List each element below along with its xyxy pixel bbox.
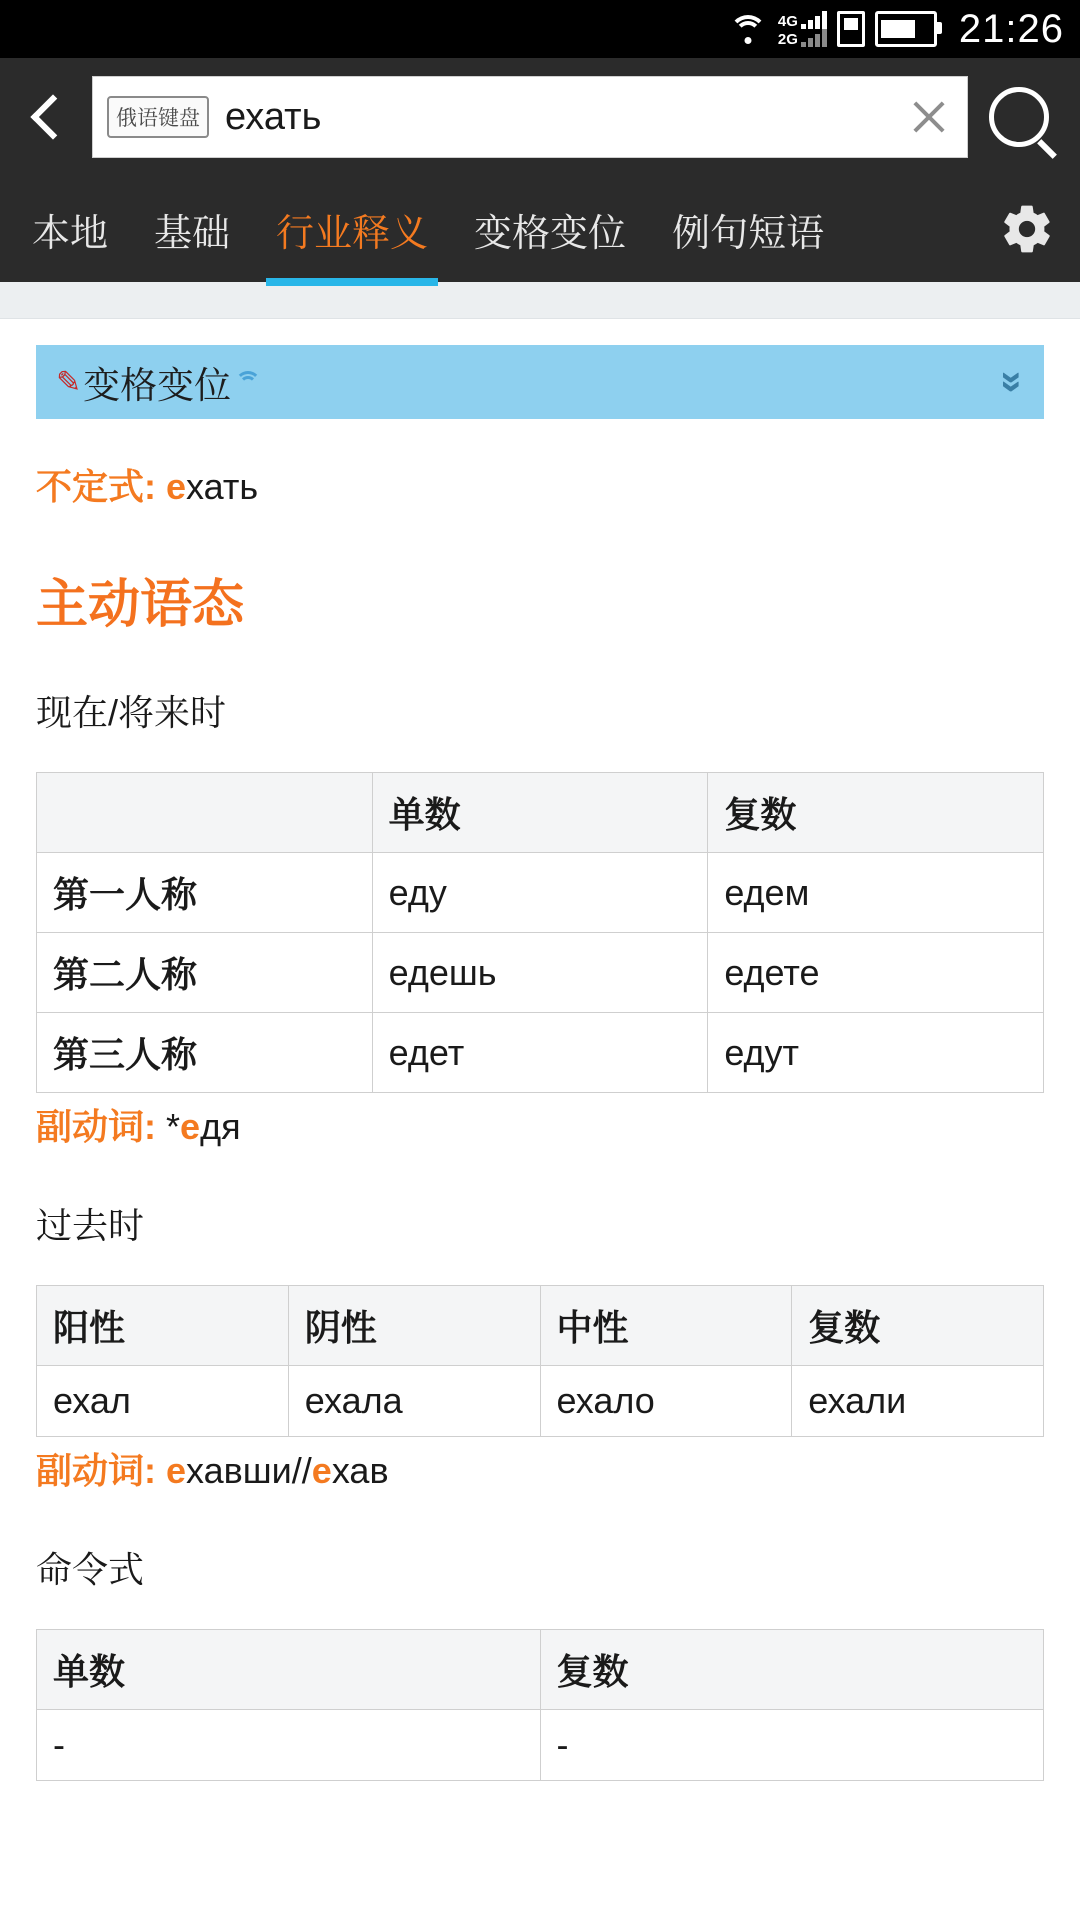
past-tense-table	[36, 1285, 1044, 1437]
table-row	[37, 933, 1044, 1013]
form-rest: хало	[575, 1380, 655, 1421]
form-rest: ду	[407, 871, 447, 913]
header-singular: 单数	[372, 773, 708, 853]
wifi-small-icon	[235, 371, 261, 393]
form-rest: дешь	[407, 951, 497, 993]
form-stem: е	[388, 871, 408, 913]
form-stem: е	[304, 1380, 324, 1421]
battery-icon	[875, 11, 937, 47]
adverbial-rest-2: хав	[331, 1450, 389, 1491]
adverbial-rest-1: хавши	[186, 1450, 292, 1491]
form-rest: дут	[743, 1031, 800, 1073]
form-rest: дете	[743, 951, 820, 993]
past-feminine	[288, 1366, 540, 1437]
past-adverbial-row	[36, 1443, 1044, 1494]
search-input-value: ехать	[225, 95, 322, 138]
header-plural: 复数	[708, 773, 1044, 853]
sim-card-icon	[837, 11, 865, 47]
back-button[interactable]	[18, 77, 88, 157]
plural-form	[708, 933, 1044, 1013]
adverbial-label: 副动词:	[36, 1450, 156, 1491]
form-stem: е	[724, 951, 744, 993]
adverbial-separator: //	[291, 1450, 312, 1491]
form-stem: е	[53, 1380, 73, 1421]
form-rest: дем	[743, 871, 810, 913]
chevron-double-down-icon[interactable]: »	[990, 370, 1035, 394]
imperative-singular: -	[37, 1710, 541, 1781]
gear-icon	[999, 201, 1055, 257]
section-title: 变格变位	[83, 365, 232, 406]
infinitive-value	[166, 466, 258, 507]
adverbial-value	[166, 1106, 241, 1147]
adverbial-value	[166, 1450, 389, 1491]
infinitive-stem: е	[166, 466, 187, 507]
keyboard-badge[interactable]: 俄语键盘	[107, 96, 209, 138]
present-adverbial-row	[36, 1099, 1044, 1150]
tab-industry-definition[interactable]: 行业释义	[266, 176, 438, 282]
past-plural	[792, 1366, 1044, 1437]
form-stem: е	[388, 1031, 408, 1073]
section-header-conjugation[interactable]	[36, 345, 1044, 419]
close-icon[interactable]	[905, 93, 953, 141]
content-spacer	[0, 282, 1080, 319]
search-bar	[0, 58, 1080, 176]
chevron-left-icon	[30, 94, 75, 139]
imperative-label: 命令式	[36, 1549, 145, 1590]
search-input[interactable]	[92, 76, 968, 158]
network-type-secondary: 2G	[777, 31, 798, 48]
singular-form	[372, 1013, 708, 1093]
wifi-icon	[728, 13, 768, 45]
header-plural: 复数	[540, 1630, 1044, 1710]
plural-form	[708, 1013, 1044, 1093]
voice-title: 主动语态	[36, 576, 245, 634]
adverbial-stem-2: е	[311, 1450, 332, 1491]
signal-bars-icon	[778, 11, 827, 47]
form-rest: дет	[407, 1031, 465, 1073]
table-row	[37, 1013, 1044, 1093]
tab-examples-phrases[interactable]: 例句短语	[672, 212, 825, 255]
header-feminine: 阴性	[288, 1286, 540, 1366]
header-neuter: 中性	[540, 1286, 792, 1366]
header-singular: 单数	[37, 1630, 541, 1710]
past-neuter	[540, 1366, 792, 1437]
search-icon	[989, 87, 1049, 147]
plural-form	[708, 853, 1044, 933]
infinitive-row	[36, 459, 1044, 510]
network-type-primary: 4G	[777, 13, 798, 30]
table-header-row	[37, 1286, 1044, 1366]
present-future-label: 现在/将来时	[36, 692, 227, 733]
search-button[interactable]	[976, 74, 1062, 160]
tab-bar	[0, 176, 1080, 282]
table-row	[37, 1710, 1044, 1781]
form-rest: хали	[827, 1380, 907, 1421]
form-stem: е	[724, 871, 744, 913]
adverbial-label: 副动词:	[36, 1106, 156, 1147]
singular-form	[372, 853, 708, 933]
pen-icon: ✎	[56, 365, 82, 399]
person-label: 第一人称	[37, 853, 373, 933]
table-row	[37, 853, 1044, 933]
content-area	[0, 282, 1080, 1781]
header-plural: 复数	[792, 1286, 1044, 1366]
form-stem: е	[556, 1380, 576, 1421]
form-stem: е	[388, 951, 408, 993]
form-stem: е	[808, 1380, 828, 1421]
status-bar	[0, 0, 1080, 58]
past-masculine	[37, 1366, 289, 1437]
adverbial-stem-1: е	[166, 1450, 187, 1491]
table-header-row	[37, 1630, 1044, 1710]
status-clock: 21:26	[958, 6, 1064, 51]
past-label: 过去时	[36, 1205, 145, 1246]
person-label: 第三人称	[37, 1013, 373, 1093]
form-stem: е	[724, 1031, 744, 1073]
imperative-plural: -	[540, 1710, 1044, 1781]
present-future-table	[36, 772, 1044, 1093]
singular-form	[372, 933, 708, 1013]
adverbial-rest: дя	[200, 1106, 241, 1147]
infinitive-rest: хать	[186, 466, 259, 507]
adverbial-stem: е	[180, 1106, 201, 1147]
header-empty	[37, 773, 373, 853]
infinitive-label: 不定式:	[36, 466, 156, 507]
form-rest: хал	[72, 1380, 131, 1421]
imperative-table	[36, 1629, 1044, 1781]
tab-basic[interactable]: 基础	[154, 212, 231, 255]
tab-declension-conjugation[interactable]: 变格变位	[474, 212, 627, 255]
person-label: 第二人称	[37, 933, 373, 1013]
status-icon-group	[728, 7, 1064, 52]
header-masculine: 阳性	[37, 1286, 289, 1366]
settings-button[interactable]	[984, 186, 1070, 272]
table-header-row	[37, 773, 1044, 853]
form-rest: хала	[323, 1380, 403, 1421]
tab-local[interactable]: 本地	[32, 212, 109, 255]
table-row	[37, 1366, 1044, 1437]
adverbial-prefix: *	[166, 1106, 181, 1147]
